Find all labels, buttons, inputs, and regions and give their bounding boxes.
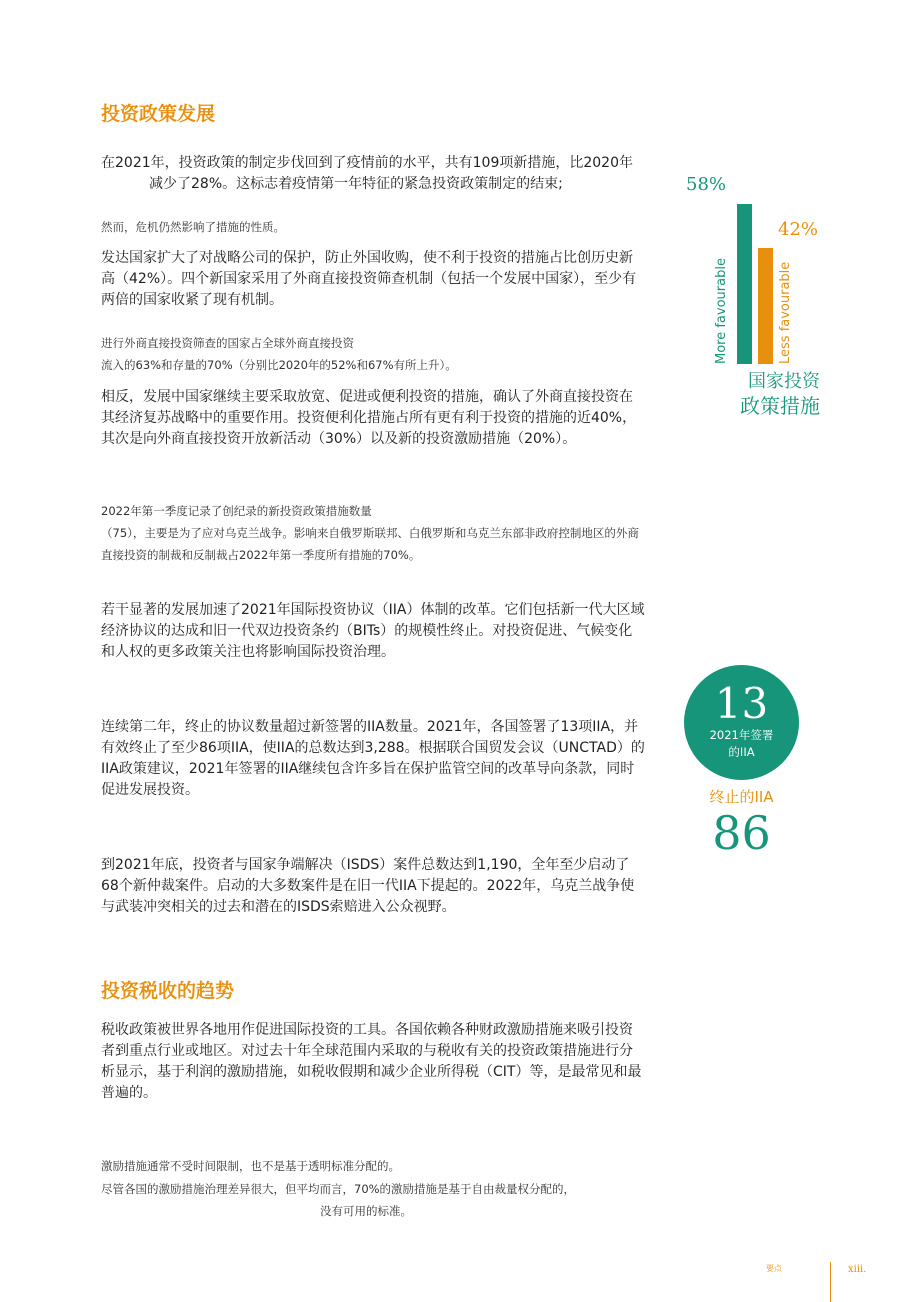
section-heading-tax-trends: 投资税收的趋势 [101, 980, 235, 1002]
signed-iia-label-line2: 的IIA [728, 745, 755, 759]
note-incentives-time: 激励措施通常不受时间限制，也不是基于透明标准分配的。 [101, 1159, 400, 1173]
paragraph-policy-pace [101, 153, 646, 195]
note-q1-2022-rest: （75），主要是为了应对乌克兰战争。影响来自俄罗斯联邦、白俄罗斯和乌克兰东部非政府控制地区的外商直接投资的制裁和反制裁占2022年第一季度所有措施的70%。 [101, 526, 639, 562]
paragraph-developed-countries: 发达国家扩大了对战略公司的保护，防止外国收购，使不利于投资的措施占比创历史新高（42%）。四个新国家采用了外商直接投资筛查机制（包括一个发展中国家），至少有两倍的国家收紧了现有机制。 [101, 250, 637, 308]
chart-caption-line2: 政策措施 [740, 394, 820, 418]
signed-iia-number: 13 [714, 679, 769, 728]
label-more-favourable: More favourable [714, 258, 729, 364]
note-q1-2022 [101, 500, 646, 566]
bar-less-favourable [758, 248, 773, 364]
signed-iia-label-line1: 2021年签署 [709, 728, 774, 742]
terminated-iia-label: 终止的IIA [709, 788, 774, 806]
paragraph-policy-pace-line2: 减少了28%。这标志着疫情第一年特征的紧急投资政策制定的结束; [149, 176, 563, 192]
paragraph-iia-terminations: 连续第二年，终止的协议数量超过新签署的IIA数量。2021年，各国签署了13项IIA，并有效终止了至少86项IIA，使IIA的总数达到3,288。根据联合国贸发会议（UNCTAD）的IIA政策建议，2021年签署的IIA继续包含许多旨在保护监管空间的改革导向条款，同时促进发展投资。 [101, 719, 645, 798]
chart-caption-line1: 国家投资 [748, 371, 820, 392]
policy-measures-chart [680, 170, 840, 420]
note-fdi-screening-line1: 进行外商直接投资筛查的国家占全球外商直接投资 [101, 336, 354, 350]
signed-iia-circle [684, 665, 799, 780]
note-q1-2022-line1: 2022年第一季度记录了创纪录的新投资政策措施数量 [101, 504, 372, 518]
paragraph-developing-countries: 相反，发展中国家继续主要采取放宽、促进或便利投资的措施，确认了外商直接投资在其经济复苏战略中的重要作用。投资便利化措施占所有更有利于投资的措施的近40%，其次是向外商直接投资开放新活动（30%）以及新的投资激励措施（20%）。 [101, 389, 637, 447]
terminated-iia-number: 86 [712, 806, 771, 860]
note-fdi-screening-line2: 流入的63%和存量的70%（分别比2020年的52%和67%有所上升）。 [101, 358, 457, 372]
note-incentives-discretion-line2: 没有可用的标准。 [320, 1204, 412, 1218]
footer-divider [830, 1262, 831, 1302]
paragraph-iia-reform: 若干显著的发展加速了2021年国际投资协议（IIA）体制的改革。它们包括新一代大区域经济协议的达成和旧一代双边投资条约（BITs）的规模性终止。对投资促进、气候变化和人权的更多政策关注也将影响国际投资治理。 [101, 602, 645, 660]
paragraph-policy-pace-line1: 在2021年，投资政策的制定步伐回到了疫情前的水平，共有109项新措施，比2020年 [101, 155, 633, 171]
chart-caption [708, 370, 820, 418]
footer-section-label: 要点 [766, 1264, 782, 1273]
note-fdi-screening [101, 332, 646, 376]
note-crisis-impact: 然而，危机仍然影响了措施的性质。 [101, 220, 285, 234]
section-heading-investment-policy: 投资政策发展 [101, 103, 216, 125]
more-favourable-percent: 58% [686, 174, 727, 195]
less-favourable-percent: 42% [778, 219, 819, 240]
note-incentives-discretion-line1: 尽管各国的激励措施治理差异很大，但平均而言，70%的激励措施是基于自由裁量权分配的， [101, 1182, 576, 1196]
note-incentives-discretion [101, 1178, 646, 1222]
paragraph-isds-cases: 到2021年底，投资者与国家争端解决（ISDS）案件总数达到1,190，全年至少启动了68个新仲裁案件。启动的大多数案件是在旧一代IIA下提起的。2022年，乌克兰战争使与武装冲突相关的过去和潜在的ISDS索赔进入公众视野。 [101, 857, 635, 915]
page-number: xiii. [848, 1264, 867, 1275]
bar-more-favourable [737, 204, 752, 364]
paragraph-tax-policy: 税收政策被世界各地用作促进国际投资的工具。各国依赖各种财政激励措施来吸引投资者到重点行业或地区。对过去十年全球范围内采取的与税收有关的投资政策措施进行分析显示，基于利润的激励措施，如税收假期和减少企业所得税（CIT）等，是最常见和最普遍的。 [101, 1022, 642, 1101]
label-less-favourable: Less favourable [778, 261, 793, 364]
